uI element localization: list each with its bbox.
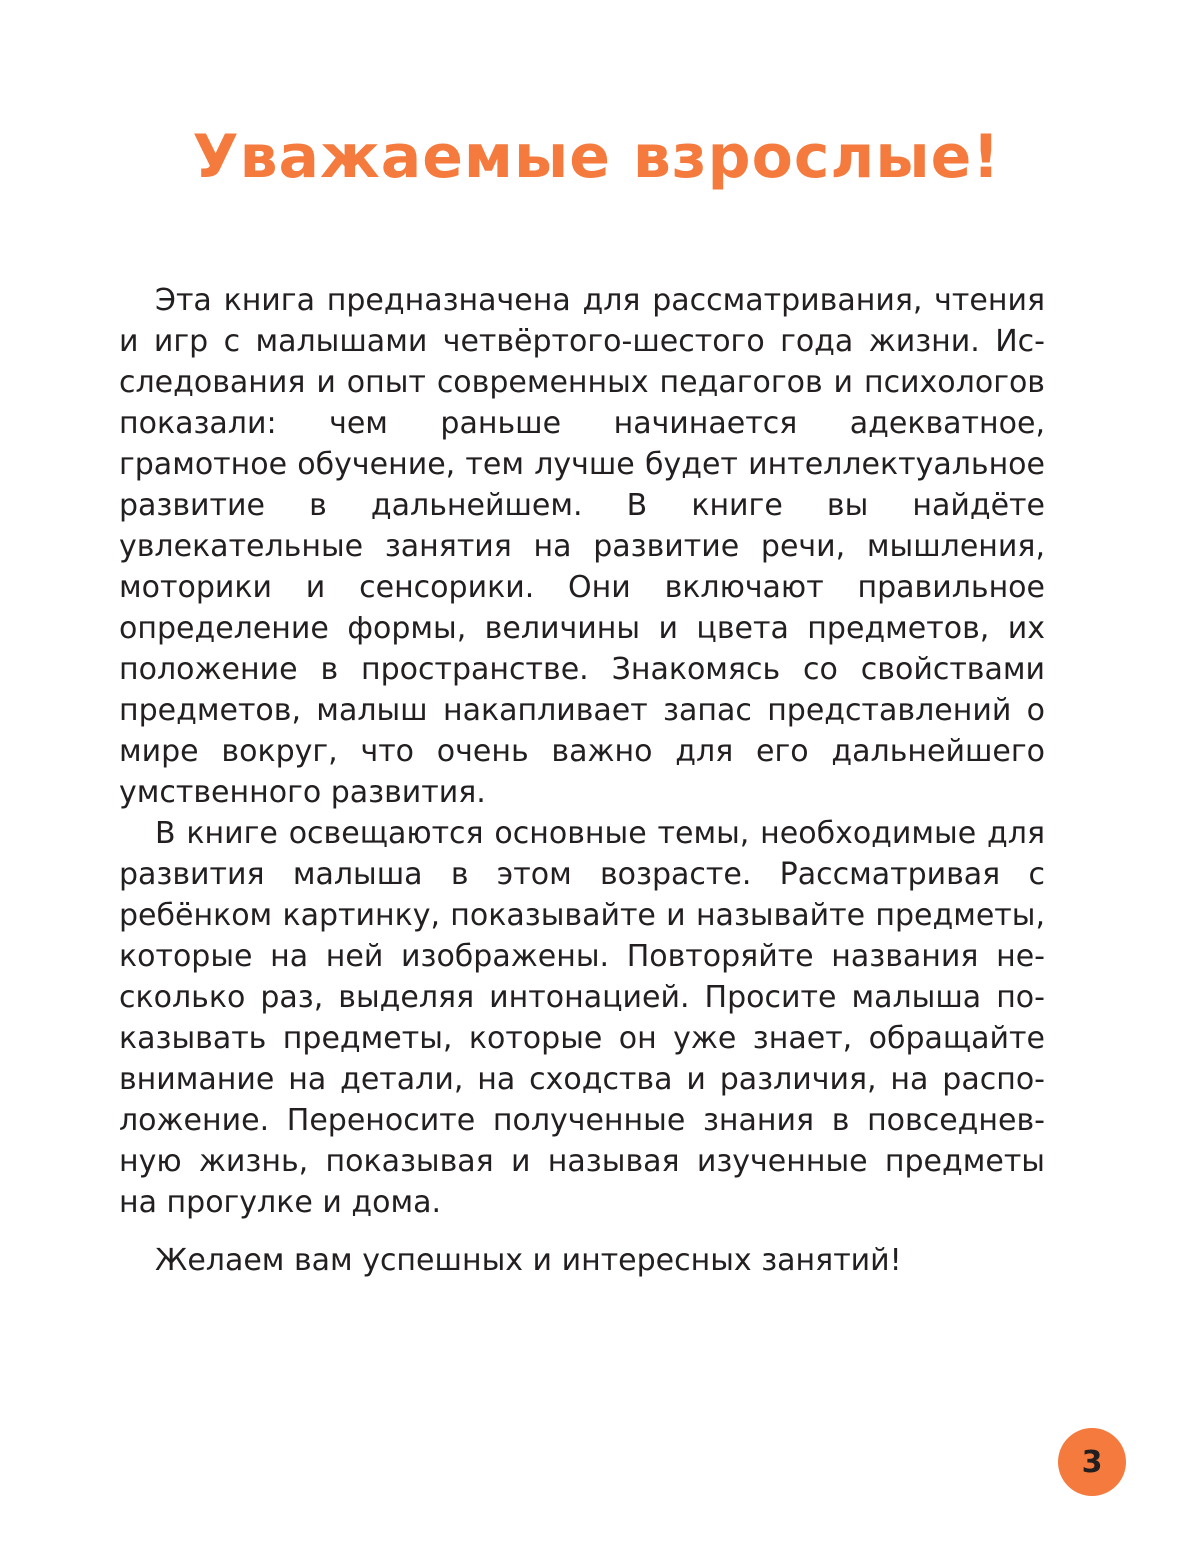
- paragraph-2: В книге освещаются основные темы, необходимые для развития малыша в этом возрасте. Рассматривая с ребёнком картинку, показывайте и называйте предметы, которые на ней изображены. Повторяйте названия несколько раз, выделяя интонацией. Просите малыша показывать предметы, которые он уже знает, обращайте внимание на детали, на сходства и различия, на расположение. Переносите полученные знания в повседневную жизнь, показывая и называя изученные предметы на прогулке и дома.: [119, 816, 1045, 1220]
- body-text: [119, 280, 1045, 1223]
- page-number: 3: [1081, 1444, 1103, 1480]
- closing-wish: Желаем вам успешных и интересных занятий!: [155, 1243, 902, 1278]
- page-title: Уважаемые взрослые!: [192, 122, 1001, 192]
- page-number-badge: [1058, 1428, 1126, 1496]
- paragraph-1: Эта книга предназначена для рассматривания, чтения и игр с малышами четвёртого-шестого года жизни. Исследования и опыт современных педагогов и психологов показали: чем раньше начинается адекватное, грамотное обучение, тем лучше будет интеллектуальное развитие в дальнейшем. В книге вы найдёте увлекательные занятия на развитие речи, мышления, моторики и сенсорики. Они включают правильное определение формы, величины и цвета предметов, их положение в пространстве. Знакомясь со свойствами предметов, малыш накапливает запас представлений о мире вокруг, что очень важно для его дальнейшего умственного развития.: [119, 283, 1045, 810]
